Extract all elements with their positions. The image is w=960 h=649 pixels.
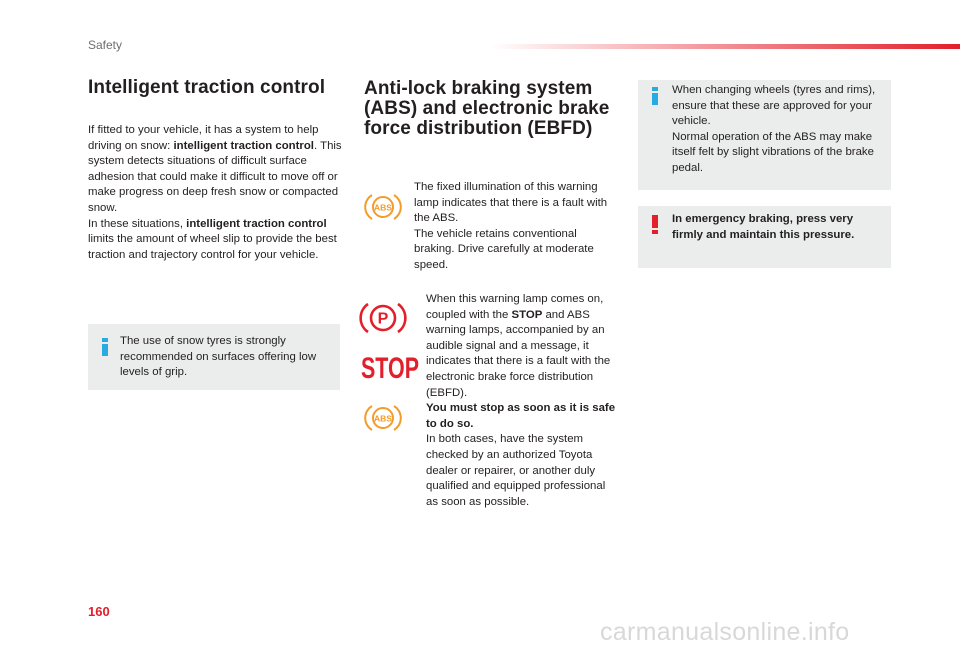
para-text: When changing wheels (tyres and rims), ensure that these are approved for your vehicle. [672, 84, 876, 128]
abs-warning-lamp-icon [366, 403, 400, 433]
para-text: and ABS warning lamps, accompanied by an audible signal and a message, it indicates that there is a fault with the electronic brake force distribution (EBFD). [426, 308, 611, 399]
abs-warning-lamp-icon [366, 192, 400, 222]
emergency-braking-warning-box [638, 206, 891, 268]
info-box-text [672, 83, 887, 177]
para-text: limits the amount of wheel slip to provide the best traction and trajectory control for your vehicle. [88, 233, 337, 261]
info-icon [102, 338, 108, 356]
stop-warning-lamp-icon [360, 350, 420, 385]
abs-ebfd-title [364, 79, 614, 139]
traction-control-paragraph [88, 123, 346, 263]
page-number: 160 [88, 604, 110, 619]
header-accent-bar [490, 44, 960, 49]
warning-icon [652, 215, 658, 234]
para-text: In both cases, have the system checked by an authorized Toyota dealer or repairer, or another duly qualified and equipped professional as soon as possible. [426, 433, 606, 508]
abs-lamp-label: ABS [374, 202, 392, 213]
snow-tyres-info-box [88, 324, 340, 390]
title-line: (ABS) and electronic brake [364, 98, 610, 119]
stop-lamp-label: STOP [361, 352, 419, 385]
ebfd-fault-paragraph [426, 292, 620, 510]
para-text: Normal operation of the ABS may make itself felt by slight vibrations of the brake pedal. [672, 130, 874, 174]
watermark: carmanualsonline.info [600, 618, 850, 646]
info-icon [652, 87, 658, 105]
para-text: In these situations, [88, 217, 187, 230]
brake-warning-lamp-icon [361, 300, 405, 336]
title-line: force distribution (EBFD) [364, 118, 593, 139]
para-text: If fitted to your vehicle, it has a system to help driving on snow: [88, 124, 319, 152]
abs-fault-paragraph [414, 180, 614, 274]
title-line: Anti-lock braking system [364, 78, 593, 99]
para-text: . This system detects situations of difficult surface adhesion that could make it difficult to move off or make progress on deep fresh snow or compacted snow. [88, 139, 342, 214]
traction-control-title: Intelligent traction control [88, 77, 326, 98]
para-bold: intelligent traction control [186, 217, 327, 230]
para-text: The vehicle retains conventional braking. Drive carefully at moderate speed. [414, 227, 594, 271]
section-label: Safety [88, 38, 123, 52]
para-text: The fixed illumination of this warning lamp indicates that there is a fault with the ABS. [414, 181, 608, 225]
abs-lamp-label: ABS [374, 413, 392, 424]
para-bold: intelligent traction control [173, 139, 314, 152]
para-bold: STOP [511, 308, 543, 321]
wheel-change-info-box [638, 80, 891, 190]
info-box-text: The use of snow tyres is strongly recommended on surfaces offering low levels of grip. [120, 335, 317, 379]
para-bold: You must stop as soon as it is safe to do so. [426, 402, 616, 430]
para-text: When this warning lamp comes on, coupled with the [426, 293, 604, 321]
parking-lamp-label: P [377, 310, 389, 328]
warning-box-text: In emergency braking, press very firmly and maintain this pressure. [672, 213, 855, 241]
